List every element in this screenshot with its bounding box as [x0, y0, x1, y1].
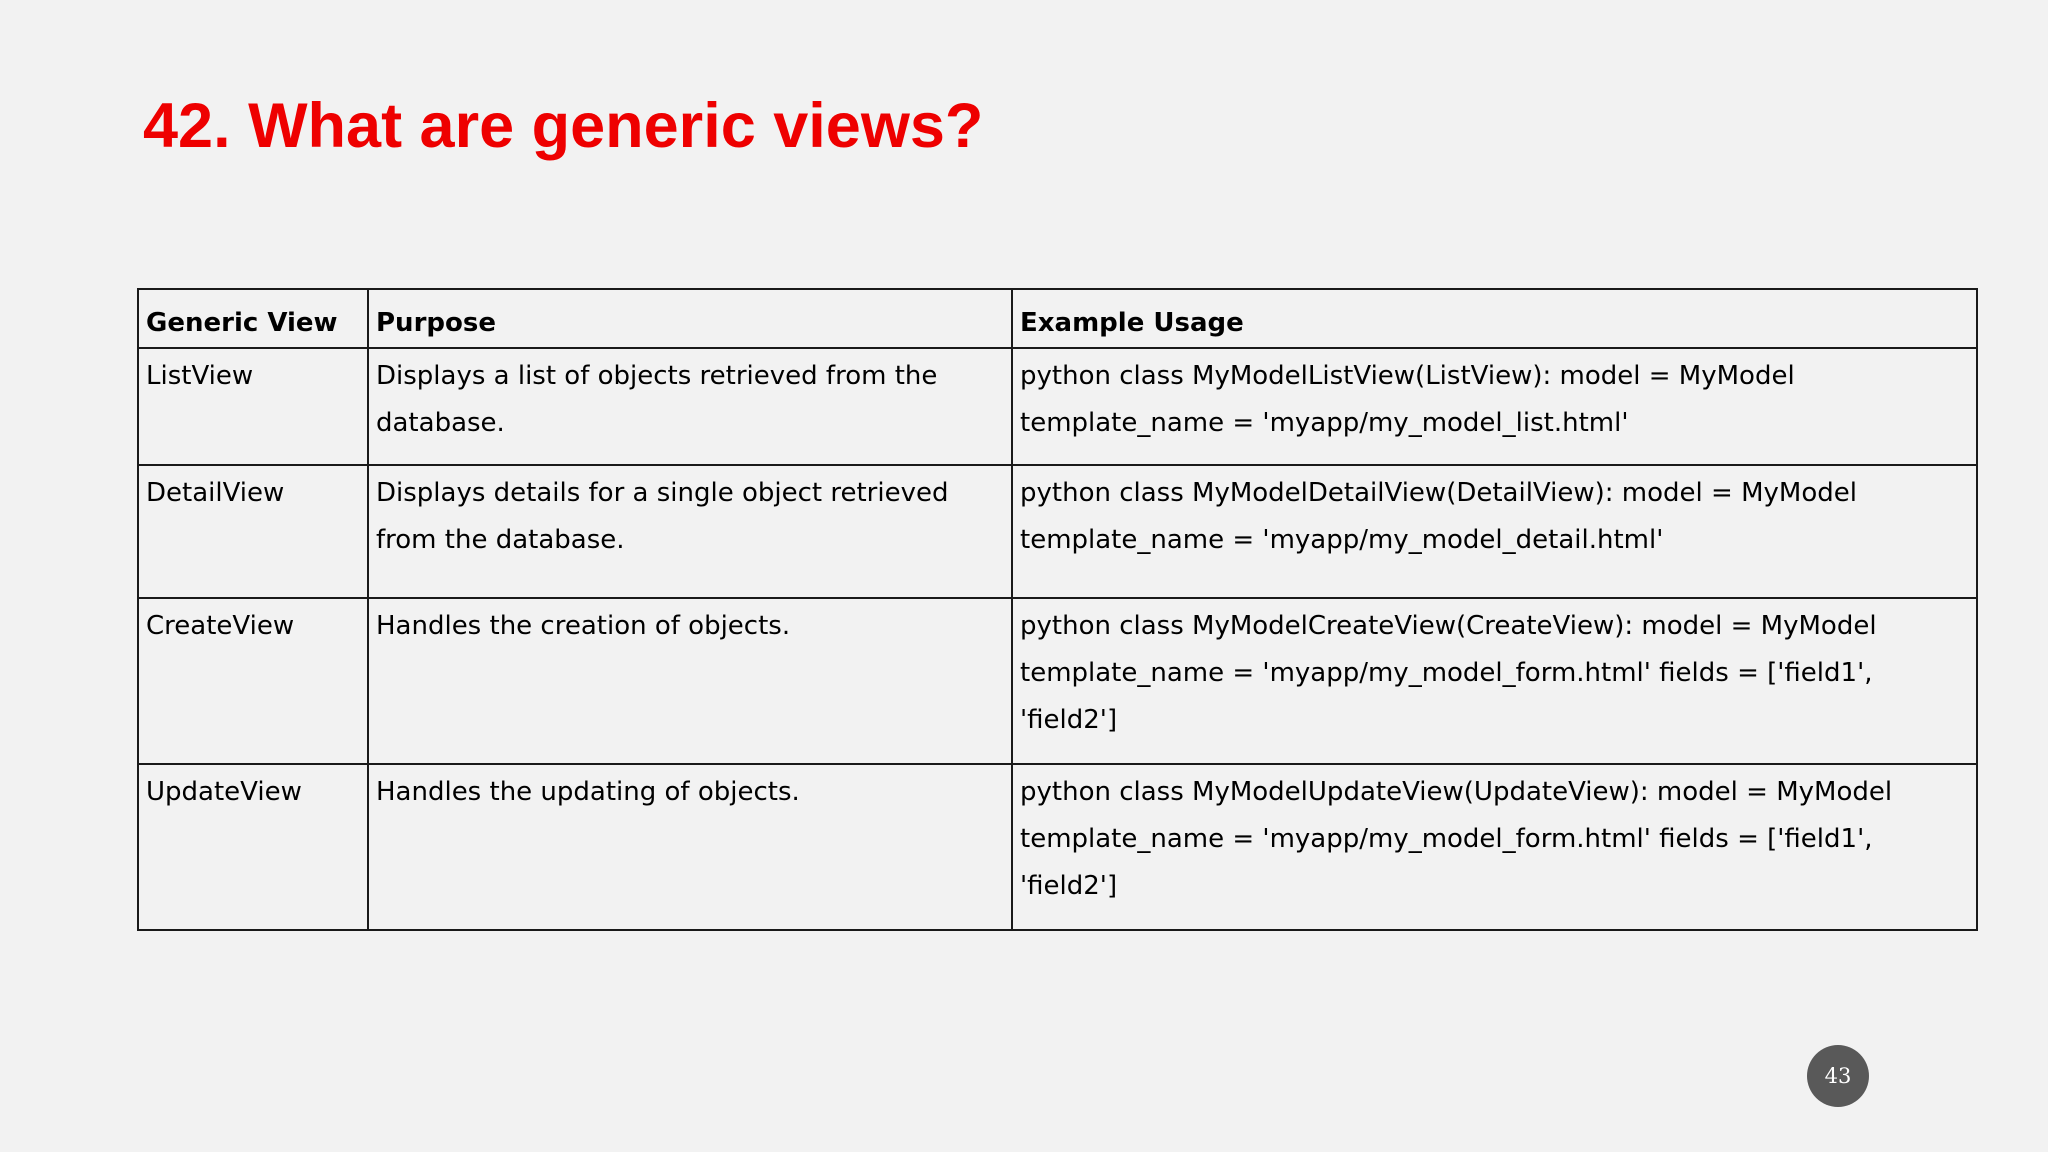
- cell-generic-view: CreateView: [138, 598, 368, 764]
- table-row: [138, 465, 1977, 598]
- table-row: [138, 764, 1977, 930]
- cell-example-usage: python class MyModelListView(ListView): model = MyModel template_name = 'myapp/my_model_list.html': [1012, 348, 1977, 465]
- cell-purpose: Displays details for a single object retrieved from the database.: [368, 465, 1012, 598]
- slide-title: 42. What are generic views?: [143, 91, 984, 161]
- table-row: [138, 598, 1977, 764]
- cell-generic-view: ListView: [138, 348, 368, 465]
- generic-views-table-container: [137, 288, 1978, 931]
- table-row: [138, 348, 1977, 465]
- cell-example-usage: python class MyModelCreateView(CreateView): model = MyModel template_name = 'myapp/my_model_form.html' fields = ['field1', 'field2']: [1012, 598, 1977, 764]
- cell-purpose: Displays a list of objects retrieved from the database.: [368, 348, 1012, 465]
- page-number-badge: [1807, 1045, 1869, 1107]
- cell-generic-view: DetailView: [138, 465, 368, 598]
- cell-generic-view: UpdateView: [138, 764, 368, 930]
- page-number: 43: [1824, 1064, 1852, 1088]
- header-generic-view: Generic View: [138, 289, 368, 348]
- cell-purpose: Handles the updating of objects.: [368, 764, 1012, 930]
- generic-views-table: [137, 288, 1978, 931]
- table-header-row: [138, 289, 1977, 348]
- cell-purpose: Handles the creation of objects.: [368, 598, 1012, 764]
- header-purpose: Purpose: [368, 289, 1012, 348]
- header-example-usage: Example Usage: [1012, 289, 1977, 348]
- cell-example-usage: python class MyModelDetailView(DetailView): model = MyModel template_name = 'myapp/my_model_detail.html': [1012, 465, 1977, 598]
- cell-example-usage: python class MyModelUpdateView(UpdateView): model = MyModel template_name = 'myapp/my_model_form.html' fields = ['field1', 'field2']: [1012, 764, 1977, 930]
